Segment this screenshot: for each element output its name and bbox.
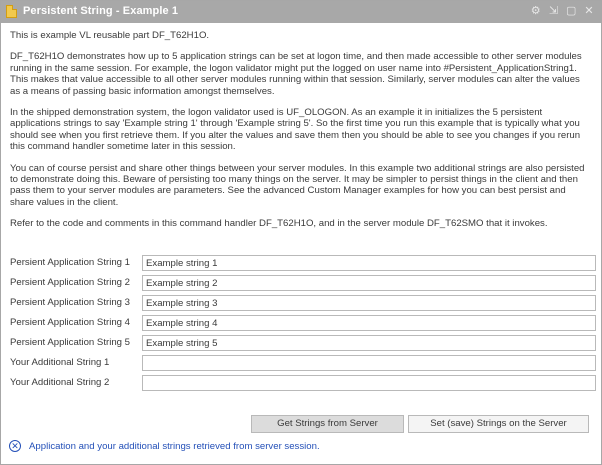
form-row-persistent-1 bbox=[10, 255, 590, 271]
persistent-string-5-input[interactable] bbox=[142, 335, 596, 351]
document-icon bbox=[6, 5, 17, 18]
persistent-string-2-input[interactable] bbox=[142, 275, 596, 291]
get-strings-button[interactable]: Get Strings from Server bbox=[251, 415, 404, 433]
status-bar bbox=[9, 440, 594, 454]
title-bar bbox=[1, 1, 601, 23]
paragraph: In the shipped demonstration system, the logon validator used is UF_OLOGON. As an example it in initializes the 5 persistent applications strings to say 'Example string 1' through 'Example string 5'. So the first time you run this example that is typically what you should see when you first retrieve them. If you alter the values and save them then you should be able to see you changes if you rerun this command handler sometime later in this session. bbox=[10, 107, 581, 153]
paragraph: This is example VL reusable part DF_T62H1O. bbox=[10, 30, 210, 41]
field-label: Persient Application String 2 bbox=[10, 277, 130, 288]
form-row-additional-1 bbox=[10, 355, 590, 371]
status-message: Application and your additional strings retrieved from server session. bbox=[29, 441, 320, 452]
field-label: Persient Application String 4 bbox=[10, 317, 130, 328]
close-circle-icon[interactable]: ✕ bbox=[9, 440, 21, 452]
form-row-persistent-5 bbox=[10, 335, 590, 351]
window-title: Persistent String - Example 1 bbox=[23, 5, 179, 17]
description bbox=[10, 30, 592, 240]
additional-string-1-input[interactable] bbox=[142, 355, 596, 371]
field-label: Persient Application String 3 bbox=[10, 297, 130, 308]
paragraph: You can of course persist and share other things between your server modules. In this example two additional strings are also persisted to demonstrate doing this. Beware of persisting too many things on the server. It may be simpler to persist things in the client and then pass them to your server modules are parameters. See the advanced Custom Manager examples for how you can best persist and share values in the client. bbox=[10, 162, 585, 208]
set-strings-button[interactable]: Set (save) Strings on the Server bbox=[408, 415, 589, 433]
additional-string-2-input[interactable] bbox=[142, 375, 596, 391]
persistent-string-4-input[interactable] bbox=[142, 315, 596, 331]
field-label: Persient Application String 5 bbox=[10, 337, 130, 348]
close-icon[interactable]: ✕ bbox=[584, 5, 594, 17]
form-row-persistent-3 bbox=[10, 295, 590, 311]
form-row-additional-2 bbox=[10, 375, 590, 391]
field-label: Persient Application String 1 bbox=[10, 257, 130, 268]
persistent-string-3-input[interactable] bbox=[142, 295, 596, 311]
paragraph: Refer to the code and comments in this command handler DF_T62H1O, and in the server module DF_T62SMO that it invokes. bbox=[10, 218, 548, 230]
field-label: Your Additional String 2 bbox=[10, 377, 110, 388]
form-row-persistent-4 bbox=[10, 315, 590, 331]
form-row-persistent-2 bbox=[10, 275, 590, 291]
persistent-string-1-input[interactable] bbox=[142, 255, 596, 271]
resize-icon[interactable]: ⇲ bbox=[548, 5, 559, 17]
window-controls bbox=[527, 4, 595, 18]
paragraph: DF_T62H1O demonstrates how up to 5 application strings can be set at logon time, and then made accessible to other server modules running in the same session. For example, the logon validator might put the logged on user name into #Persistent_ApplicationString1. This makes that value accessible to all other server modules running within that session. Similarly, server modules can alter the values as a means of passing basic information amongst themselves. bbox=[10, 51, 582, 97]
maximize-icon[interactable]: ▢ bbox=[566, 5, 577, 17]
field-label: Your Additional String 1 bbox=[10, 357, 110, 368]
gear-icon[interactable]: ⚙ bbox=[530, 5, 541, 17]
